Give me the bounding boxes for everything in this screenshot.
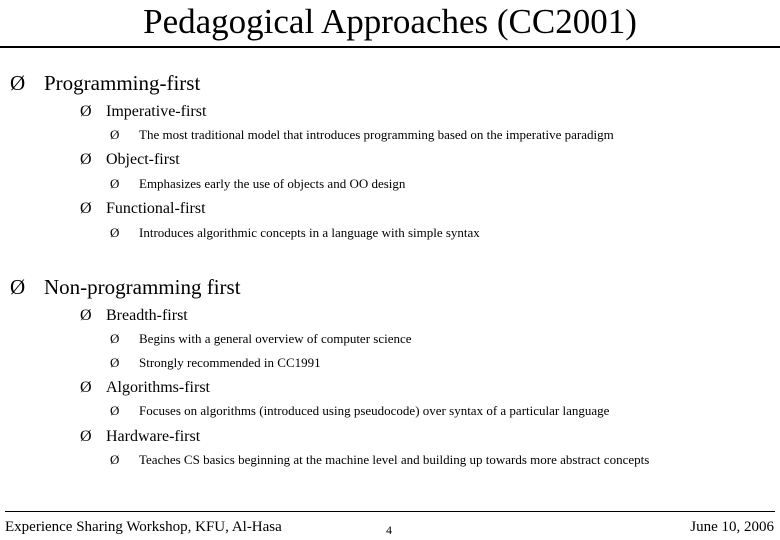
detail-text: Emphasizes early the use of objects and OO design: [139, 176, 406, 191]
bullet-arrow-icon: Ø: [10, 71, 26, 95]
detail-item: [110, 176, 405, 192]
detail-text: Begins with a general overview of computer science: [139, 331, 412, 346]
detail-text: The most traditional model that introduces programming based on the imperative paradigm: [139, 127, 614, 142]
bullet-arrow-icon: Ø: [110, 176, 120, 191]
bullet-arrow-icon: Ø: [80, 200, 92, 217]
footer-date: June 10, 2006: [690, 519, 774, 535]
item-hardware-first: [80, 427, 200, 447]
bullet-arrow-icon: Ø: [110, 403, 120, 418]
item-object-first: [80, 150, 180, 170]
section-programming-first: [10, 71, 200, 95]
item-label: Breadth-first: [106, 307, 188, 324]
bullet-arrow-icon: Ø: [110, 355, 120, 370]
bullet-arrow-icon: Ø: [80, 428, 92, 445]
bullet-arrow-icon: Ø: [110, 331, 120, 346]
detail-text: Focuses on algorithms (introduced using pseudocode) over syntax of a particular language: [139, 403, 610, 418]
item-functional-first: [80, 199, 206, 219]
bullet-arrow-icon: Ø: [110, 225, 120, 240]
detail-text: Strongly recommended in CC1991: [139, 355, 321, 370]
detail-item: [110, 355, 321, 371]
detail-item: [110, 403, 609, 419]
detail-item: [110, 225, 480, 241]
section-non-programming-first: [10, 275, 241, 299]
footer-divider: [5, 511, 775, 512]
footer-event: Experience Sharing Workshop, KFU, Al-Hasa: [5, 519, 282, 535]
item-breadth-first: [80, 306, 188, 326]
detail-item: [110, 127, 614, 143]
bullet-arrow-icon: Ø: [80, 151, 92, 168]
title-divider: [0, 46, 780, 48]
bullet-arrow-icon: Ø: [80, 103, 92, 120]
item-label: Hardware-first: [106, 428, 201, 445]
section-label: Non-programming first: [44, 275, 241, 299]
section-label: Programming-first: [44, 71, 201, 95]
bullet-arrow-icon: Ø: [10, 275, 26, 299]
item-label: Object-first: [106, 151, 180, 168]
item-algorithms-first: [80, 378, 210, 398]
bullet-arrow-icon: Ø: [80, 379, 92, 396]
detail-item: [110, 331, 412, 347]
detail-text: Teaches CS basics beginning at the machine level and building up towards more abstract concepts: [139, 452, 650, 467]
bullet-arrow-icon: Ø: [110, 452, 120, 467]
bullet-arrow-icon: Ø: [80, 307, 92, 324]
bullet-arrow-icon: Ø: [110, 127, 120, 142]
item-label: Functional-first: [106, 200, 206, 217]
detail-text: Introduces algorithmic concepts in a language with simple syntax: [139, 225, 480, 240]
slide-title: Pedagogical Approaches (CC2001): [143, 2, 637, 41]
item-label: Algorithms-first: [106, 379, 210, 396]
detail-item: [110, 452, 649, 468]
footer-page-number: 4: [386, 523, 392, 537]
item-label: Imperative-first: [106, 103, 207, 120]
item-imperative-first: [80, 102, 206, 122]
